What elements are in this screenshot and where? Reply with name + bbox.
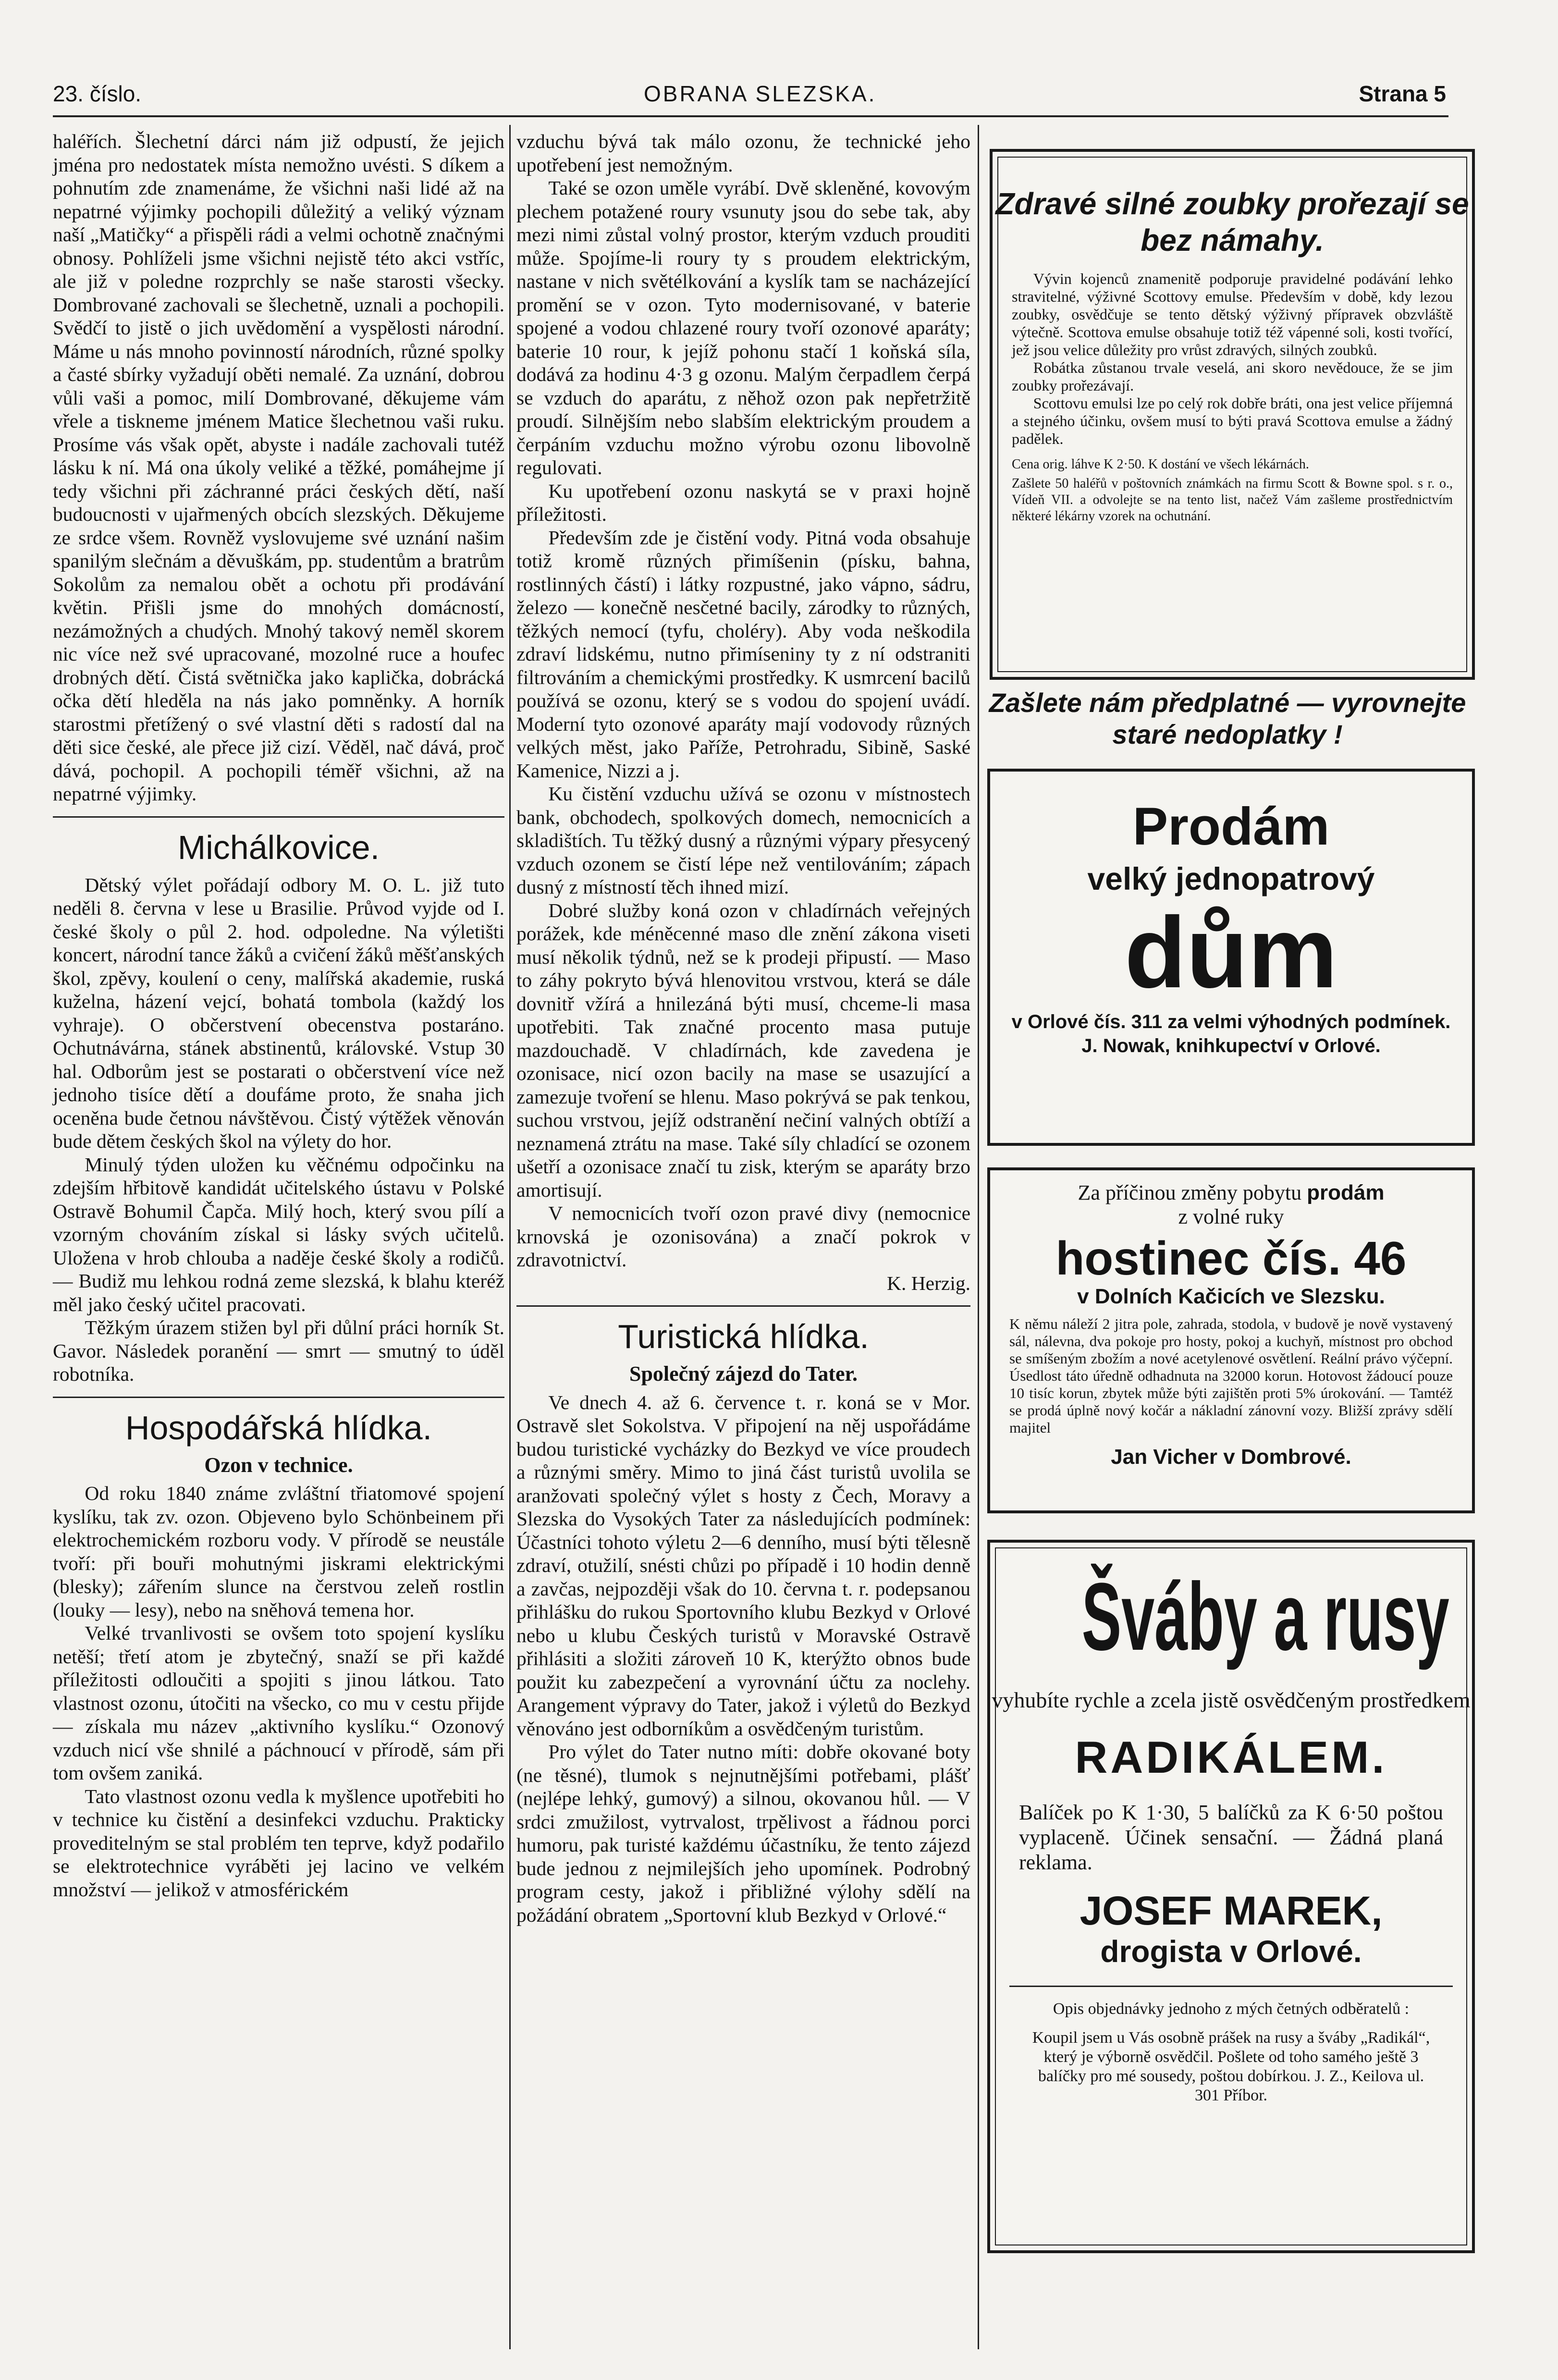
ad-paragraph: Robátka zůstanou trvale veselá, ani skoro nevědouce, že se jim zoubky prořezávají. <box>1012 359 1453 394</box>
ad-sample-offer: Zašlete 50 haléřů v poštovních známkách na firmu Scott & Bowne spol. s r. o., Vídeň VII. a odvolejte se na tento list, načež Vám zašleme prostřednictvím některé lékárny vzorek na ochutnání. <box>1012 476 1453 524</box>
ozon-paragraph-5: Také se ozon uměle vyrábí. Dvě skleněné, kovovým plechem potažené roury vsunuty jsou do sebe tak, aby mezi nimi zůstal volný prostor, kterým vzduch prouditi může. Spojíme-li roury ty s proudem elektrickým, nastane v nich světélkování a kyslík tam se nacházející promění se v ozon. Tyto modernisované, v baterie spojené a vodou chlazené roury tvoří ozonové aparáty; baterie 10 rour, k jejíž pohonu stačí 1 koňská síla, dodává za hodinu 4·3 g ozonu. Malým čerpadlem čerpá se vzduch do aparátu, z něhož ozon pak nepřetržitě proudí. Silnějším nebo slabším elektrickým proudem a čerpáním vzduchu možno výrobu ozonu libovolně regulovati. <box>516 177 970 478</box>
tatry-paragraph-1: Ve dnech 4. až 6. července t. r. koná se v Mor. Ostravě slet Sokolstva. V připojení na něj uspořádáme budou turistické vycházky do Bezkyd ve více proudech a různými směry. Mimo to jiná část turistů uvolila se aranžovati společný výlet s hosty z Čech, Moravy a Slezska do Vysokých Tater za následujících podmínek: Účastníci tohoto výletu 2—6 denního, musí býti tělesně zdraví, otužilí, snésti chůzi po případě i 10 hodin denně a zavčas, nejpozději však do 10. června t. r. podepsanou přihlášku do rukou Sportovního klubu Bezkyd v Orlové nebo u klubu Českých turistů v Moravské Ostravě přihlásiti a složiti zároveň 10 K, kterýžto obnos bude použit ku zabezpečení a vyrovnání účtu za noclehy. Arangement výpravy do Tater, jakož i výletů do Bezkyd věnováno jest odborníkům a osvědčeným turistům. <box>516 1391 970 1740</box>
ad-location: v Dolních Kačicích ve Slezsku. <box>1077 1285 1385 1308</box>
ad-body: K němu náleží 2 jitra pole, zahrada, stodola, v budově je nově vystavený sál, nálevna, dva pokoje pro hosty, pokoj a kuchyň, místnost pro obchod se smíšeným zbožím a nové acetylenové osvětlení. Reální právo výčepní. Úsedlost táto úředně odhadnuta na 32000 korun. Hotovost žádoucí pouze 10 tisíc korun, zbytek může býti zajištěn proti 5% úrokování. — Tamtéž se prodá úplně nový kočár a nákladní zánovní vozy. Bližší zprávy sdělí majitel <box>1009 1315 1453 1436</box>
separator <box>53 816 504 818</box>
ozon-paragraph-3: Tato vlastnost ozonu vedla k myšlence upotřebiti ho v technice ku čistění a desinfekci vzduchu. Prakticky proveditelným se stal problém ten teprve, když podařilo se elektrotechnice vyráběti jej lacino ve velkém množství — jelikož v atmosférickém <box>53 1785 504 1901</box>
ad-product-name: RADIKÁLEM. <box>1075 1732 1387 1782</box>
author-signature: K. Herzig. <box>886 1272 970 1294</box>
ad-paragraph: Vývin kojenců znamenitě podporuje pravidelné podávání lehko stravitelné, výživné Scottovy emulse. Především v době, kdy lezou zoubky, osvědčuje se tento dětský výživný přípravek obzvláště výtečně. Scottova emulse obsahuje totiž též vápenné soli, kosti tvořící, jež jsou velice důležity pro vrůst zdravých, silných zoubků. <box>1012 270 1453 358</box>
separator <box>516 1305 970 1307</box>
column-1 <box>53 130 504 1901</box>
ad-intro <box>990 1181 1472 1229</box>
radikal-ad <box>987 1540 1475 2253</box>
ozon-subheading: Ozon v technice. <box>204 1453 353 1477</box>
ad-main-word: dům <box>1124 896 1338 1009</box>
ad-intro-terms: z volné ruky <box>1178 1205 1284 1228</box>
hospodarska-heading: Hospodářská hlídka. <box>125 1409 432 1447</box>
ad-signature: Jan Vicher v Dombrové. <box>1111 1445 1351 1469</box>
ad-inner-frame <box>997 157 1467 672</box>
ad-headline: Prodám <box>1132 797 1330 856</box>
newspaper-title: OBRANA SLEZSKA. <box>644 81 877 106</box>
matice-article-end: haléřích. Šlechetní dárci nám již odpustí, že jejich jména pro nedostatek místa nemožno uvésti. S díkem a pohnutím zde znamenáme, že všichni naši lidé až na nepatrné výjimky pochopili důležitý a veliký význam naší „Matičky“ a přispěli rádi a velmi ochotně značnými obnosy. Pohlíželi jsme všichni nejistě této akci vstříc, ale již v poledne rozprchly se naše starosti všecky. Dombrované zachovali se šlechetně, uznali a pochopili. Svědčí to jistě o jich uvědomění a vyspělosti národní. Máme u nás mnoho povinností národních, různé spolky a časté sbírky vyžadují oběti nemalé. Za uznání, dobrou vůli vaši a pomoc, milí Dombrované, děkujeme vám vřele a tiskneme jménem Matice šlechetnou vaši ruku. Prosíme vás však opět, abyste i nadále zachovali tutéž lásku k ní. Má ona úkoly veliké a těžké, pomáhejme jí tedy všichni při záchranné práci českých dětí, naší budoucnosti v ujařmených obcích slezských. Děkujeme ze srdce všem. Rovněž vyslovujeme své uznání našim spanilým slečnám a děvuškám, pp. studentům a bratrům Sokolům za nemalou obět a ochotu při prodávání květin. Přišli jsme do mnohých domácností, nezámožných a chudých. Mnohý takový neměl skorem nic více než své upracované, mozolné ruce a houfec drobných dětí. Čistá světnička jako kaplička, dobrácká očka dětí hleděla na nás jako pomněnky. A horník starostmi přetížený o své vlastní děti s radostí dal na děti sice české, ale přece již cizí. Věděl, nač dává, proč dává, pochopil. A pochopili téměř všichni, až na nepatrné výjimky. <box>53 130 504 805</box>
ad-headline: Šváby a rusy <box>1081 1563 1449 1670</box>
ozon-paragraph-2: Velké trvanlivosti se ovšem toto spojení kyslíku netěší; třetí atom je zbytečný, snaží se při každé příležitosti odloučiti a spojiti s jinou látkou. Tato vlastnost ozonu, útočiti na všecko, co mu v cestu přijde — získala mu název „aktivního kyslíku.“ Ozonový vzduch nicí vše shnilé a páchnoucí v přírodě, sám při tom ovšem zaniká. <box>53 1622 504 1784</box>
scott-emulsion-ad <box>990 149 1475 680</box>
ozon-paragraph-4: vzduchu bývá tak málo ozonu, že technické jeho upotřebení jest nemožným. <box>516 130 970 176</box>
ad-seller-location: drogista v Orlové. <box>1100 1934 1362 1969</box>
michalkovice-item-2: Minulý týden uložen ku věčnému odpočinku na zdejším hřbitově kandidát učitelského ústavu v Polské Ostravě Bohumil Čapča. Milý hoch, který svou pílí a vzorným chováním získal si lásky svých učitelů. Uložena v hrob chlouba a naděje české školy a rodičů. — Budiž mu lehkou rodná zeme slezská, k blahu kteréž měl jako český učitel pracovati. <box>53 1153 504 1315</box>
michalkovice-heading: Michálkovice. <box>177 828 380 866</box>
ad-testimonial-intro: Opis objednávky jednoho z mých četných odběratelů : <box>1053 2000 1410 2018</box>
ozon-paragraph-6: Ku upotřebení ozonu naskytá se v praxi hojně příležitosti. <box>516 479 970 525</box>
ad-subheadline: vyhubíte rychle a zcela jistě osvědčeným prostředkem <box>992 1688 1471 1712</box>
ozon-paragraph-1: Od roku 1840 známe zvláštní třiatomové spojení kyslíku, tak zv. ozon. Objeveno bylo Schönbeinem při elektrochemickém rozboru vody. V přírodě se neustále tvoří: při bouři mohutnými jiskrami elektrickými (blesky); zářením slunce na čerstvou zeleň rostlin (louky — lesy), nebo na sněhová temena hor. <box>53 1482 504 1621</box>
michalkovice-item-1: Dětský výlet pořádají odbory M. O. L. již tuto neděli 8. června v lese u Brasilie. Průvod vyjde od I. české školy o půl 2. hod. odpoledne. Na výletišti koncert, národní tance žáků a cvičení žáků měšťanských škol, zpěvy, koulení o ceny, malířská akademie, ruská kuželna, házení vejcí, bohatá tombola (každý los vyhraje). O občerstvení obecenstva postaráno. Ochutnávárna, stánek abstinentů, královské. Vstup 30 hal. Odborům jest se postarati o občerstvení více než jednoho tisíce dětí a doufáme proto, že snaha jich oceněna bude četnou návštěvou. Čistý výtěžek věnován bude dětem českých škol na výlety do hor. <box>53 873 504 1152</box>
ad-intro-reason: Za příčinou změny pobytu <box>1078 1181 1302 1204</box>
tatry-subheading: Společný zájezd do Tater. <box>629 1362 858 1386</box>
separator <box>53 1397 504 1398</box>
page-header <box>53 72 1446 110</box>
ad-testimonial: Koupil jsem u Vás osobně prášek na rusy a šváby „Radikál“, který je výborně osvědčil. Pošlete od toho samého ještě 3 balíčky pro mé sousedy, poštou dobírkou. J. Z., Keilova ul. 301 Příbor. <box>1032 2029 1430 2104</box>
ad-seller-name: JOSEF MAREK, <box>1080 1888 1383 1933</box>
ad-paragraph: Scottovu emulsi lze po celý rok dobře bráti, ona jest velice příjemná a stejného účinku, ovšem musí to býti pravá Scottova emulse a žádný padělek. <box>1012 394 1453 447</box>
ad-intro-sell: prodám <box>1307 1181 1385 1204</box>
ad-price: Cena orig. láhve K 2·50. K dostání ve všech lékárnách. <box>1012 457 1309 472</box>
column-divider-1 <box>509 125 511 2349</box>
column-2 <box>516 130 970 1926</box>
ozon-paragraph-7: Především zde je čistění vody. Pitná voda obsahuje totiž kromě různých přimíšenin (písku, bahna, rostlinných částí) i látky rozpustné, jako vápno, sádru, železo — konečně nesčetné bacily, zárodky to různých, těžkých nemocí (tyfu, choléry). Aby voda neškodila zdraví lidskému, nutno přimíseniny ty z ní odstraniti filtrováním a chemickými prostředky. K usmrcení bacilů používá se ozonu, který se s vodou do spojení uvádí. Moderní tyto ozonové aparáty mají vodovody různých velkých měst, jako Paříže, Petrohradu, Sibině, Saské Kamenice, Nizzi a j. <box>516 526 970 782</box>
tatry-paragraph-2: Pro výlet do Tater nutno míti: dobře okované boty (ne těsné), tlumok s nejnutnějšími potřebami, plášť (nejlépe lehký, gumový) a silnou, okovanou hůl. — V srdci zmužilost, vytrvalost, trpělivost a řádnou porci humoru, pak turisté každému účastníku, že tento zájezd bude jednou z nejmilejších jeho upomínek. Podrobný program cesty, jakož i přibližné výlohy sdělí na požádání obratem „Sportovní klub Bezkyd v Orlové.“ <box>516 1741 970 1926</box>
ad-price-body: Balíček po K 1·30, 5 balíčků za K 6·50 poštou vyplaceně. Účinek sensační. — Žádná planá reklama. <box>1019 1801 1443 1874</box>
inn-sale-ad <box>987 1167 1475 1513</box>
column-divider-2 <box>978 125 979 2349</box>
house-sale-ad <box>987 769 1475 1146</box>
ad-subheadline: velký jednopatrový <box>1087 861 1375 896</box>
ad-headline: hostinec čís. 46 <box>1055 1232 1407 1285</box>
header-rule <box>53 115 1448 117</box>
michalkovice-item-3: Těžkým úrazem stižen byl při důlní práci horník St. Gavor. Následek poranění — smrt — smutný to úděl robotníka. <box>53 1316 504 1385</box>
ad-details: v Orlové čís. 311 za velmi výhodných podmínek. J. Nowak, knihkupectví v Orlové. <box>1011 1011 1451 1056</box>
ad-headline: Zdravé silné zoubky prořezají se bez námahy. <box>995 186 1469 258</box>
ozon-paragraph-10: V nemocnicích tvoří ozon pravé divy (nemocnice krnovská je ozonisována) a značí pokrok v zdravotnictví. <box>516 1202 970 1271</box>
turisticka-heading: Turistická hlídka. <box>618 1318 869 1355</box>
issue-number: 23. číslo. <box>53 81 142 106</box>
page-number: Strana 5 <box>1359 81 1446 106</box>
subscription-callout: Zašlete nám předplatné — vyrovnejte staré nedoplatky ! <box>989 687 1466 749</box>
ozon-paragraph-9: Dobré služby koná ozon v chladírnách veřejných porážek, kde méněcenné maso dle znění zákona viseti musí několik týdnů, než se k prodeji připustí. — Maso to záhy pokryto bývá hlenovitou vrstvou, která se dále dovnitř vžírá a hnilezáná býti musí, chceme-li masa upotřebiti. Tak značné procento masa putuje mazdouchadě. V chladírnách, kde zavedena je ozonisace, nicí ozon bacily na mase se usazující a zamezuje tvoření se hlenu. Maso pokrývá se pak tenkou, suchou vrstvou, jejíž odstranění nečiní valných obtíží a neznamená ztrátu na mase. Také síly chladící se ozonem ušetří a ozonisace značí tu zisk, kterým se aparáty brzo amortisují. <box>516 899 970 1201</box>
ozon-paragraph-8: Ku čistění vzduchu užívá se ozonu v místnostech bank, obchodech, spolkových domech, nemocnicích a skladištích. Tu těžký dusný a různými výpary přesycený vzduch ozonem se čistí lépe než ventilováním; zápach dusný z místností těch ihned mizí. <box>516 783 970 898</box>
